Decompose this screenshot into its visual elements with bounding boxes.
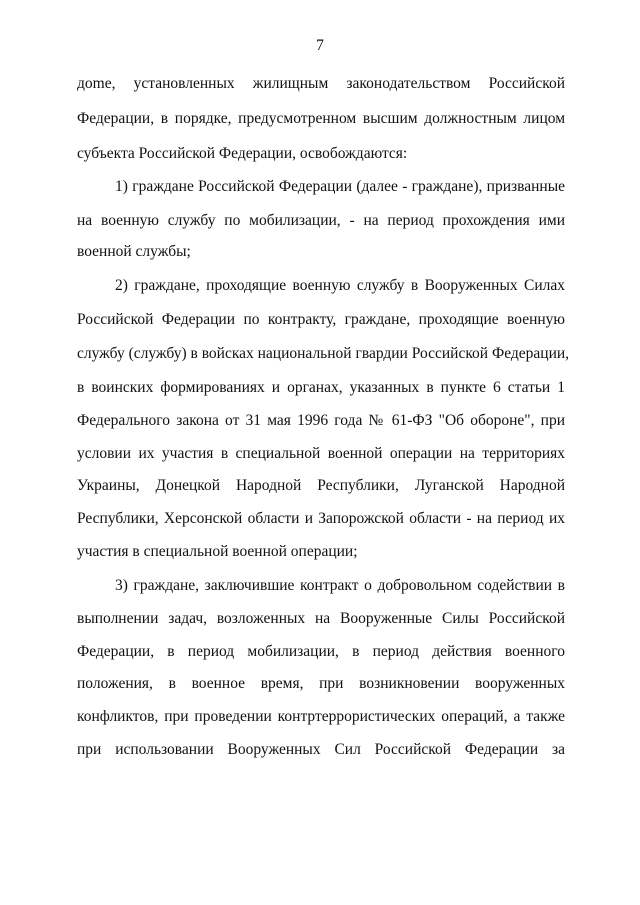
text-line: Республики, Херсонской области и Запорожской области - на период их — [77, 510, 565, 527]
text-line: положения, в военное время, при возникновении вооруженных — [77, 675, 565, 692]
text-line: 1) граждане Российской Федерации (далее - граждане), призванные — [115, 178, 565, 195]
text-line: субъекта Российской Федерации, освобождаются: — [77, 145, 408, 162]
text-line: службу (службу) в войсках национальной гвардии Российской Федерации, — [77, 345, 570, 362]
text-line: дome, установленных жилищным законодательством Российской — [77, 75, 565, 92]
text-line: 3) граждане, заключившие контракт о добровольном содействии в — [115, 577, 565, 594]
text-line: при использовании Вооруженных Сил Российской Федерации за — [77, 741, 565, 758]
text-line: военной службы; — [77, 243, 191, 260]
text-line: участия в специальной военной операции; — [77, 543, 358, 560]
text-line: Украины, Донецкой Народной Республики, Луганской Народной — [77, 477, 565, 494]
text-line: в воинских формированиях и органах, указанных в пункте 6 статьи 1 — [77, 379, 565, 396]
text-line: 2) граждане, проходящие военную службу в Вооруженных Силах — [115, 277, 565, 294]
text-line: на военную службу по мобилизации, - на период прохождения ими — [77, 212, 565, 229]
text-line: выполнении задач, возложенных на Вооруженные Силы Российской — [77, 610, 565, 627]
text-line: Российской Федерации по контракту, граждане, проходящие военную — [77, 311, 565, 328]
text-line: Федерации, в порядке, предусмотренном высшим должностным лицом — [77, 110, 565, 127]
text-line: Федерации, в период мобилизации, в период действия военного — [77, 643, 565, 660]
page-number: 7 — [316, 37, 324, 54]
text-line: условии их участия в специальной военной операции на территориях — [77, 445, 565, 462]
text-line: Федерального закона от 31 мая 1996 года № 61-ФЗ "Об обороне", при — [77, 412, 565, 429]
text-line: конфликтов, при проведении контртеррористических операций, а также — [77, 708, 565, 725]
